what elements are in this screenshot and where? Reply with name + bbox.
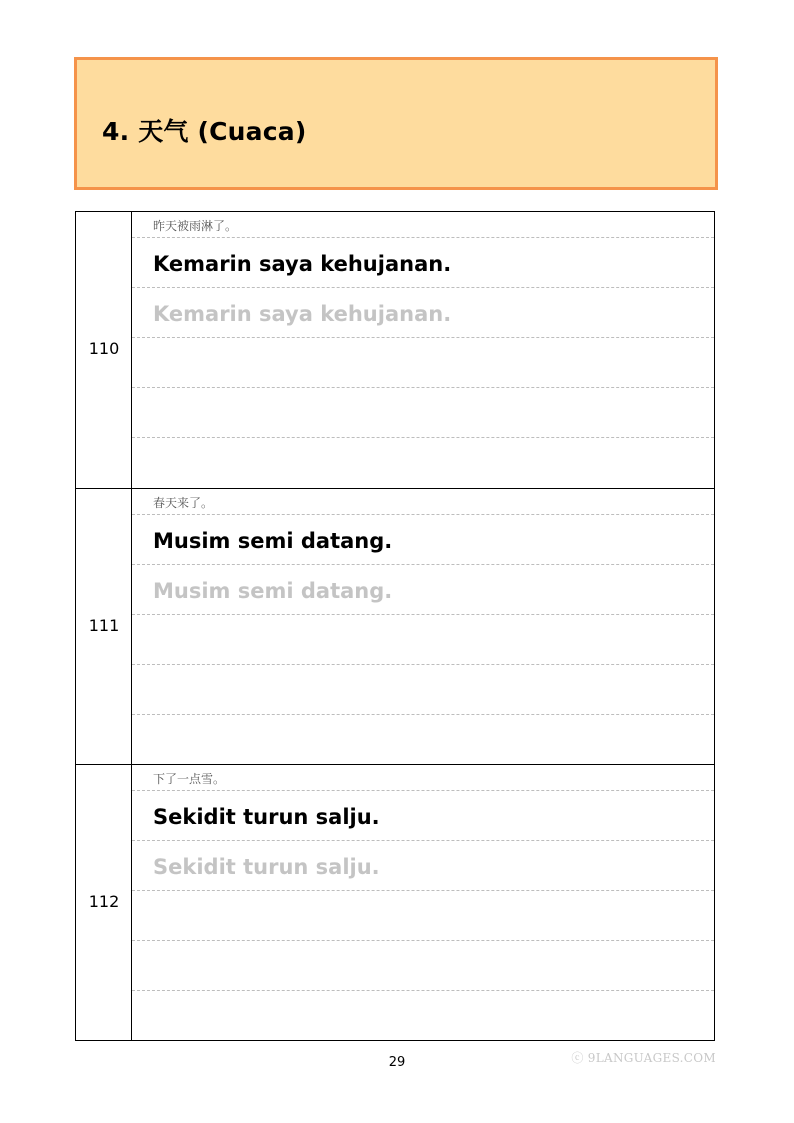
- writing-line: [132, 489, 714, 515]
- writing-line: [132, 664, 714, 715]
- entry-number: 111: [88, 616, 120, 635]
- entry-110: [76, 212, 714, 488]
- example-sentence: Kemarin saya kehujanan.: [153, 252, 452, 276]
- writing-line: [132, 614, 714, 665]
- entry-112: [76, 764, 714, 1040]
- number-cell: [76, 212, 132, 488]
- entry-number: 110: [88, 339, 120, 358]
- writing-lines: [132, 765, 714, 1040]
- number-cell: [76, 489, 132, 764]
- trace-sentence: Musim semi datang.: [153, 579, 393, 603]
- writing-line: [132, 940, 714, 991]
- writing-line: [132, 337, 714, 388]
- page-number: 29: [388, 1055, 406, 1070]
- chinese-sentence: 昨天被雨淋了。: [153, 219, 238, 233]
- trace-sentence: Kemarin saya kehujanan.: [153, 302, 452, 326]
- chinese-sentence: 下了一点雪。: [153, 772, 226, 786]
- writing-line: [132, 387, 714, 438]
- writing-lines: [132, 489, 714, 764]
- writing-line: [132, 890, 714, 941]
- trace-sentence: Sekidit turun salju.: [153, 855, 380, 879]
- example-sentence: Sekidit turun salju.: [153, 805, 380, 829]
- practice-table: [75, 211, 715, 1041]
- copyright-notice: ⓒ 9LANGUAGES.COM: [571, 1051, 716, 1065]
- number-cell: [76, 765, 132, 1040]
- writing-lines: [132, 212, 714, 488]
- chinese-sentence: 春天来了。: [153, 496, 214, 510]
- section-header: [74, 57, 718, 190]
- section-title: 4. 天气 (Cuaca): [102, 117, 307, 146]
- entry-111: [76, 488, 714, 764]
- entry-number: 112: [88, 892, 120, 911]
- example-sentence: Musim semi datang.: [153, 529, 393, 553]
